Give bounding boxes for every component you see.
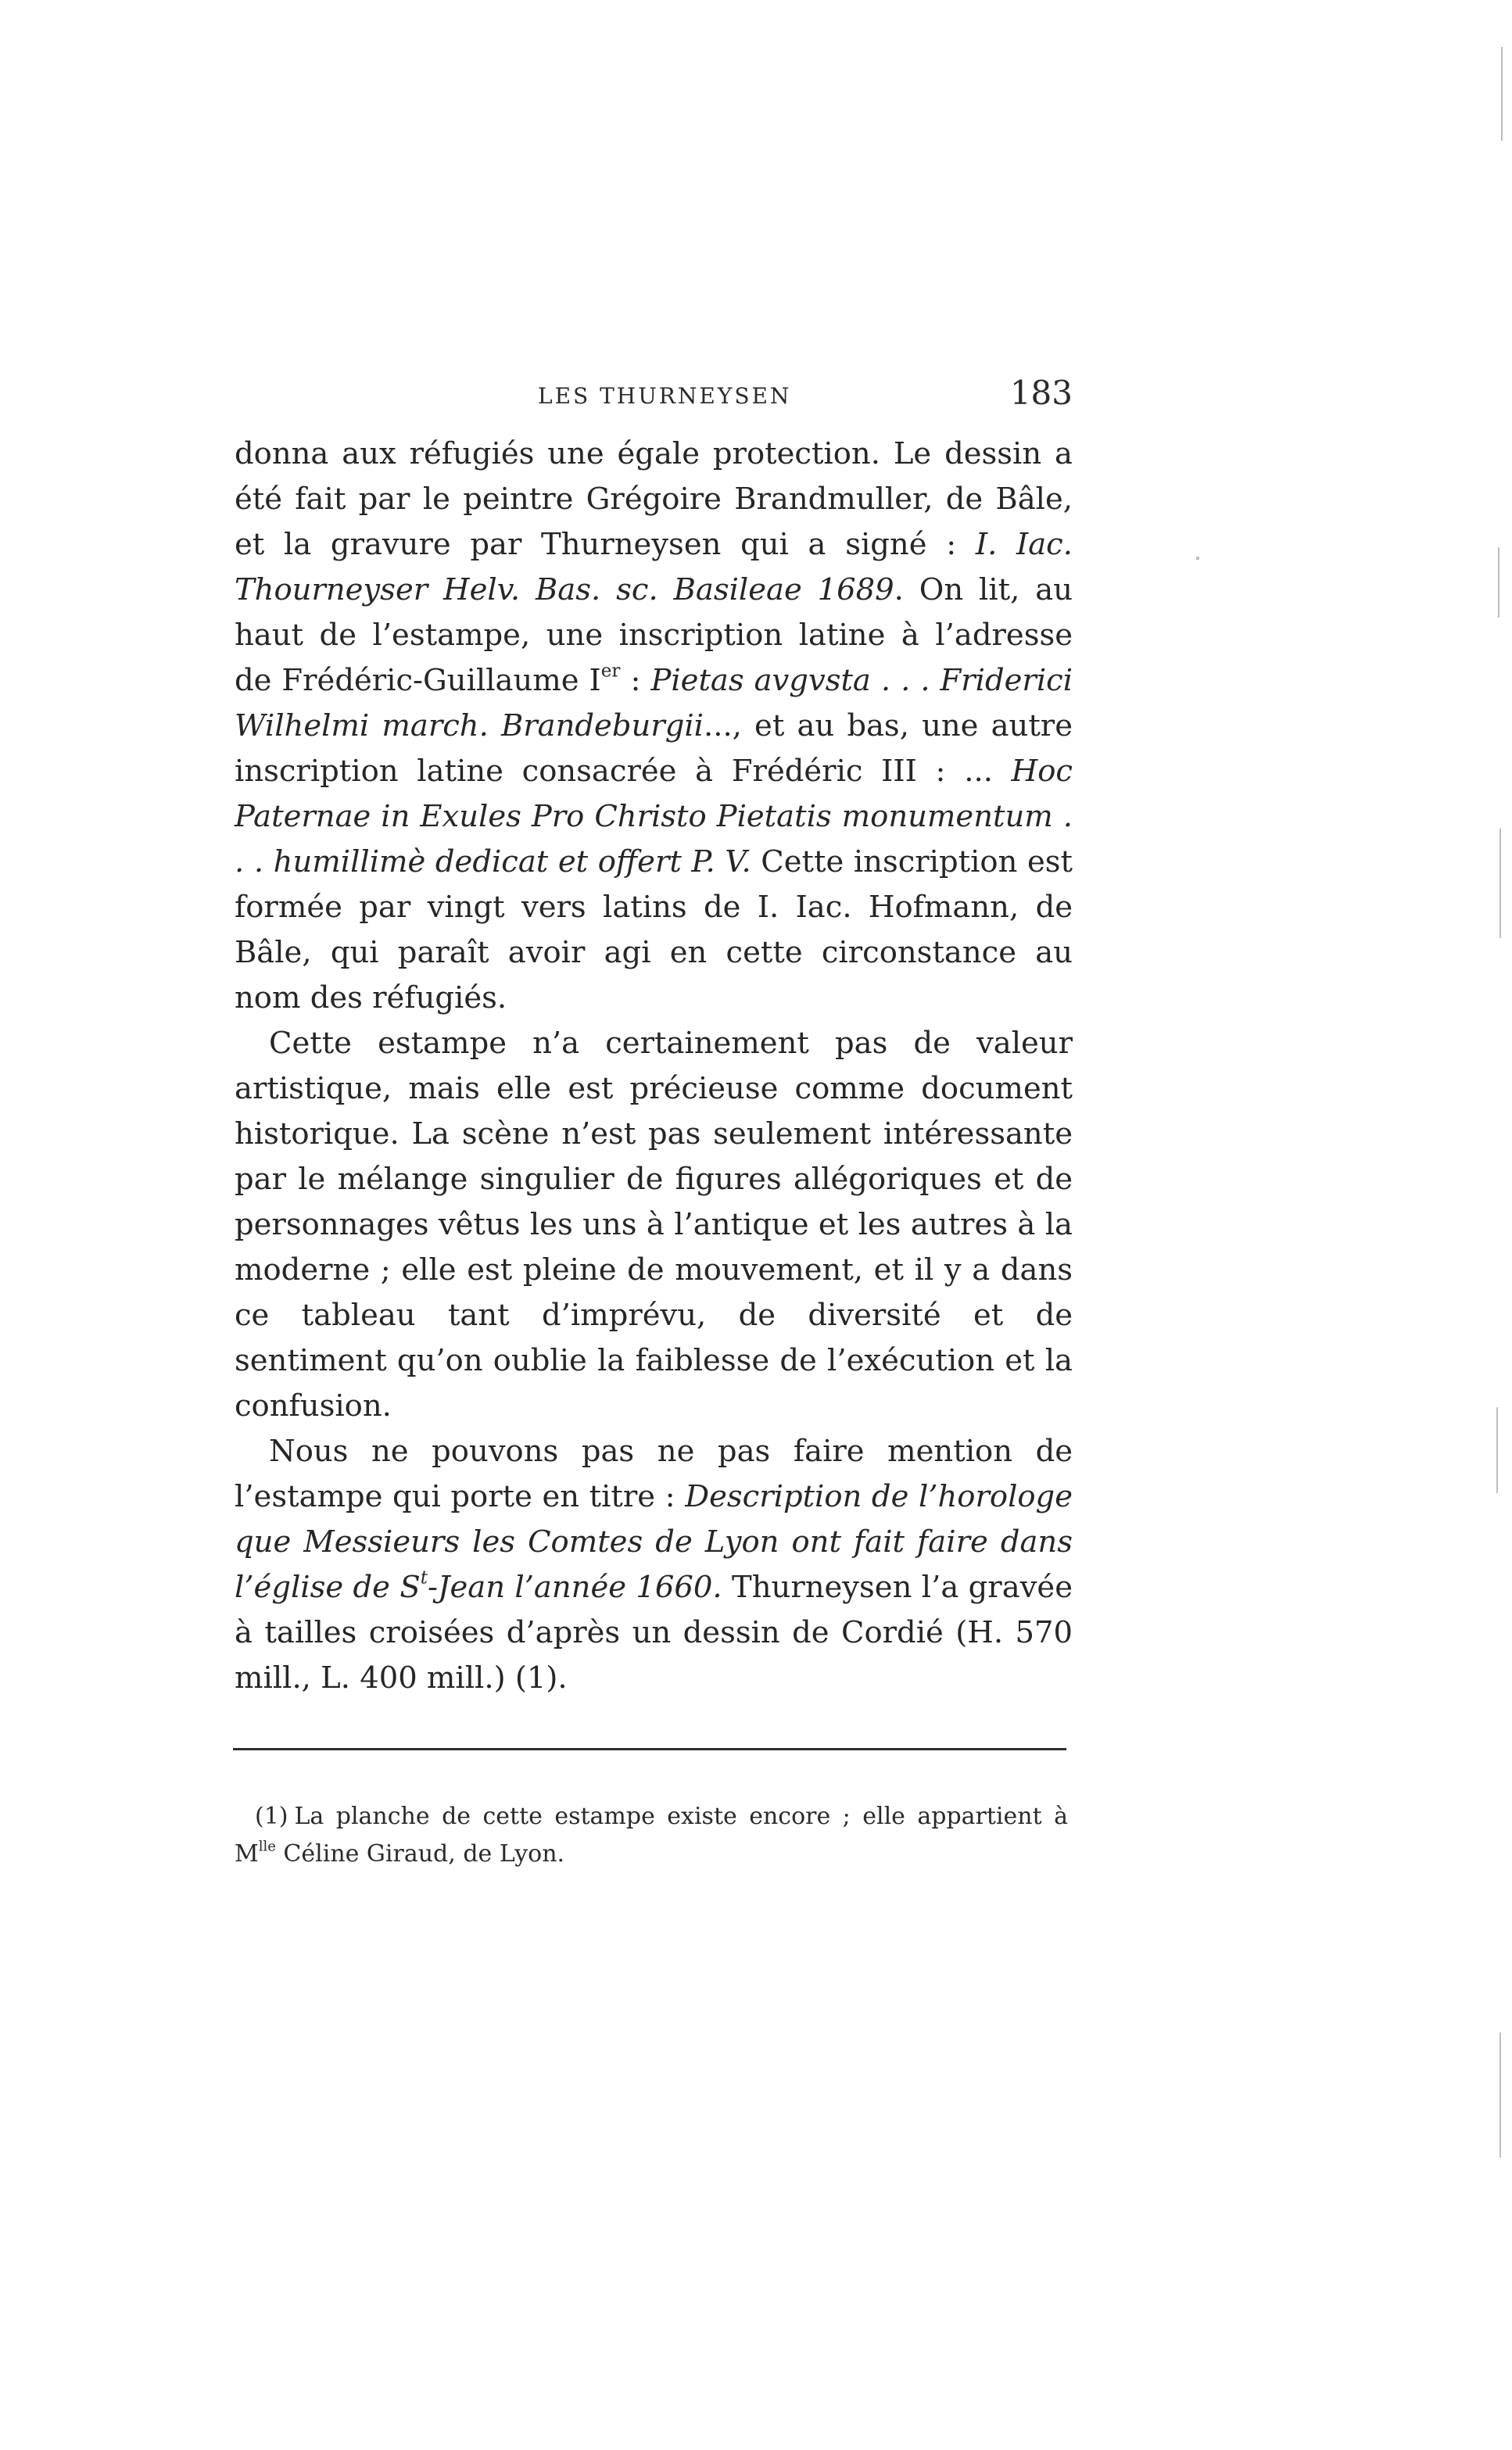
paragraph-3 [235,1429,1073,1701]
saint-superscript: t [420,1567,428,1589]
running-title: LES THURNEYSEN [538,383,792,409]
scan-artifact [1498,547,1499,618]
paragraph-2: Cette estampe n’a certainement pas de valeur artistique, mais elle est précieuse comme document historique. La scène n’est pas seulement intéressante par le mélange singulier de figures allégoriques et de personnages vêtus les uns à l’antique et les autres à la moderne ; elle est pleine de mouvement, et il y a dans ce tableau tant d’imprévu, de diversité et de sentiment qu’on oublie la faiblesse de l’exécution et la confusion. [235,1026,1073,1424]
scan-artifact [1501,47,1503,141]
scan-artifact [1499,2033,1501,2158]
p3-text-b: Thurneysen l’a gravée à tailles croisées d’après un dessin de Cordié (H. 570 mill., L. 400 mill.) (1). [235,1570,1073,1696]
engraver-signature: I. Iac. Thourneyser Helv. Bas. sc. Basileae 1689 [235,527,1073,607]
footnote-superscript: lle [258,1838,276,1855]
p3-text-a: Nous ne pouvons pas ne pas faire mention de l’estampe qui porte en titre : [235,1434,1073,1514]
p1-text-a: donna aux réfugiés une égale protection. Le dessin a été fait par le peintre Grégoire Brandmuller, de Bâle, et la gravure par Thurneysen qui a signé : [235,436,1073,562]
footnote-marker: (1) [255,1803,288,1830]
footnote-rule [233,1748,1066,1750]
paragraph-1 [235,432,1073,1021]
p1-text-e: Cette inscription est formée par vingt vers latins de I. Iac. Hofmann, de Bâle, qui paraît avoir agi en cette circonstance au nom des réfugiés. [235,844,1073,1015]
scan-artifact [1496,1407,1498,1493]
running-head [235,374,1073,421]
footnote-text-a: La planche de cette estampe existe encore ; elle appartient à M [235,1803,1068,1868]
footnote-text-b: Céline Giraud, de Lyon. [275,1840,565,1868]
latin-inscription-top: Pietas avgvsta . . . Friderici Wilhelmi march. Brandeburgii [235,663,1073,743]
p1-text-d: ..., et au bas, une autre inscription latine consacrée à Frédéric III : ... [235,708,1073,789]
scan-artifact [1196,557,1199,560]
ordinal-superscript: er [600,661,621,682]
print-title: Description de l’horologe que Messieurs les Comtes de Lyon ont fait faire dans l’église de S [235,1479,1073,1605]
body-text [235,432,1073,1701]
page-number: 183 [1009,374,1073,412]
footnote [235,1798,1068,1873]
print-title-end: -Jean l’année 1660. [428,1570,722,1605]
p1-text-c: : [620,663,651,698]
latin-inscription-bottom: Hoc Paternae in Exules Pro Christo Pietatis monumentum . . . humillimè dedicat et offert P. V. [235,754,1073,879]
p1-text-b: . On lit, au haut de l’estampe, une inscription latine à l’adresse de Frédéric-Guillaume I [235,572,1073,698]
scan-artifact [1499,829,1501,938]
